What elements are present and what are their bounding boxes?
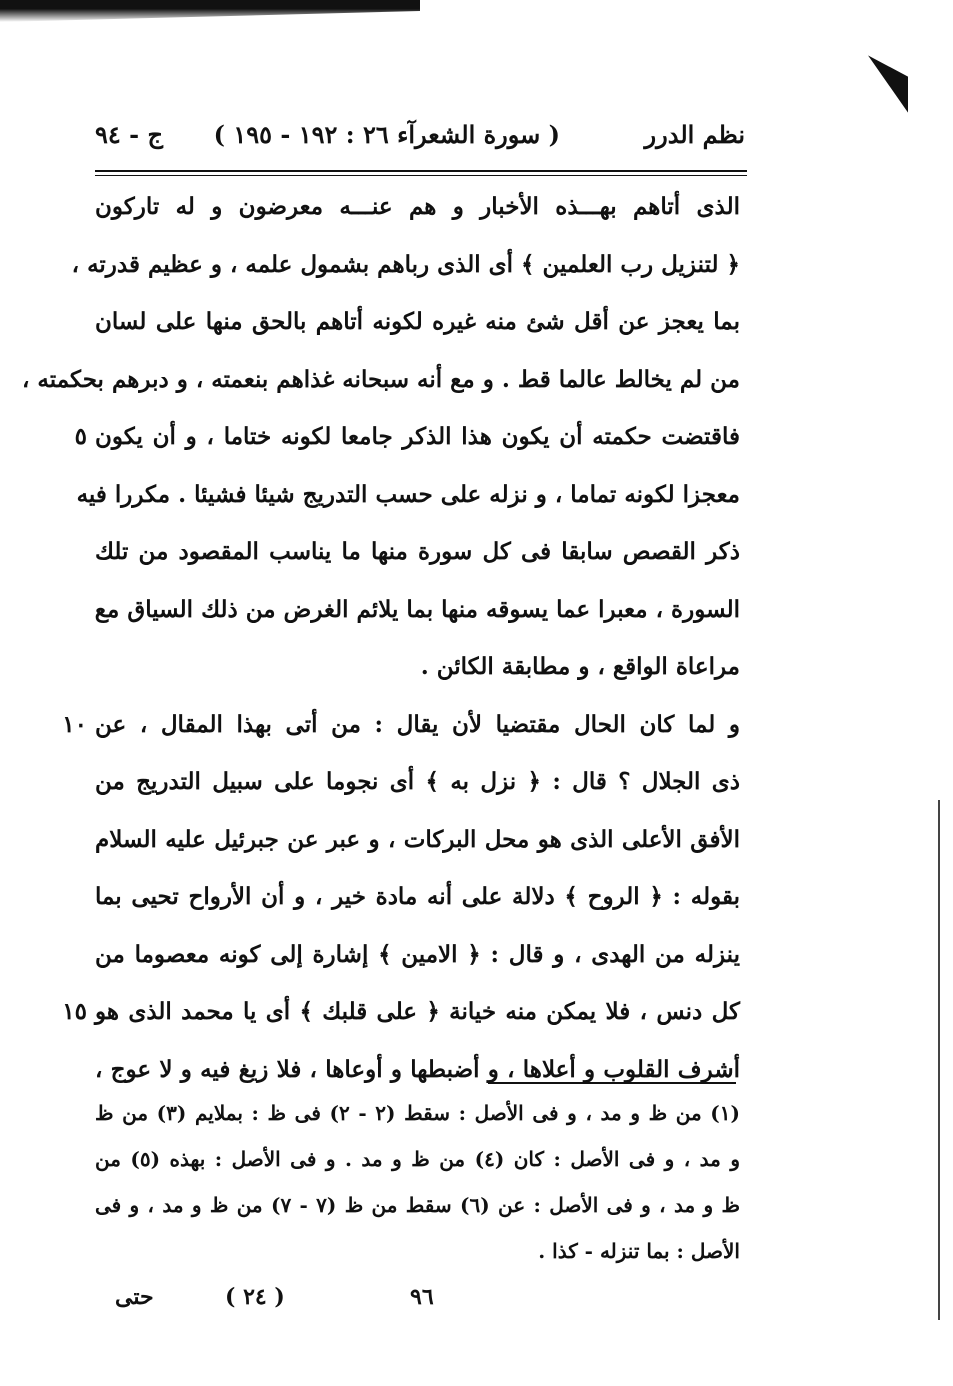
main-text <box>22 178 740 1098</box>
footnote-line: الأصل : بما تنزله - كذا . <box>538 1239 740 1263</box>
line-number: ٥ <box>74 423 87 450</box>
catchword: حتى <box>115 1284 154 1310</box>
text-line <box>22 351 740 409</box>
book-title: نظم الدرر <box>644 120 745 149</box>
footnotes <box>95 1090 740 1274</box>
line-number: ١٥ <box>62 998 87 1025</box>
text-line <box>95 178 740 236</box>
text-line <box>62 696 740 754</box>
line-text: كل دنس ، فلا يمكن منه خيانة ﴿ على قلبك ﴾ أى يا محمد الذى هو <box>95 998 740 1025</box>
text-line <box>95 293 740 351</box>
text-line <box>76 466 740 524</box>
line-number: ١٠ <box>62 710 87 738</box>
footnote-line: ظ و مد ، و فى الأصل : عن (٦) سقط من ظ (٧ - ٧) من ظ و مد ، و فى <box>95 1193 740 1217</box>
text-line <box>62 983 740 1041</box>
line-text: مراعاة الواقع ، و مطابقة الكائن . <box>420 653 740 680</box>
scan-corner-mark <box>868 55 908 112</box>
footnote-separator <box>488 1082 736 1084</box>
line-text: الذى أتاهم بهـــذه الأخبار و هم عنـــه معرضون و له تاركون <box>95 193 740 220</box>
scan-right-edge-line <box>938 800 940 1320</box>
text-line <box>95 926 740 984</box>
surah-reference: ( سورة الشعرآء ٢٦ : ١٩٢ - ١٩٥ ) <box>213 120 560 149</box>
line-text: بما يعجز عن أقل شئ منه غيره لكونه أتاهم بالحق منها على لسان <box>95 308 740 335</box>
text-line <box>95 868 740 926</box>
header-rule-thin <box>95 175 747 176</box>
line-text: ذى الجلال ؟ قال : ﴿ نزل به ﴾ أى نجوما على سبيل التدريج من <box>95 768 740 795</box>
text-line <box>74 408 740 466</box>
line-text: ﴿ لتنزيل رب العلمين ﴾ أى الذى رباهم بشمول علمه ، و عظيم قدرته ، <box>71 250 740 278</box>
footnote-line: و مد ، و فى الأصل : كان (٤) من ظ و مد . و فى الأصل : بهذه (٥) من <box>95 1147 740 1171</box>
text-line <box>95 753 740 811</box>
line-text: و لما كان الحال مقتضيا لأن يقال : من أتى بهذا المقال ، عن <box>95 710 740 738</box>
line-text: معجزا لكونه تماما ، و نزله على حسب التدريج شيئا فشيئا . مكررا فيه <box>76 480 740 508</box>
text-line <box>95 523 740 581</box>
line-text: فاقتضت حكمته أن يكون هذا الذكر جامعا لكونه ختاما ، و أن يكون <box>95 423 740 450</box>
part-reference: ج - ٩٤ <box>95 120 163 149</box>
scan-top-edge-mark <box>0 0 420 22</box>
line-text: السورة ، معبرا عما يسوقه منها بما يلائم الغرض من ذلك السياق مع <box>94 595 740 623</box>
header-rule <box>95 170 747 172</box>
text-line <box>95 581 740 639</box>
sheet-number: ( ٢٤ ) <box>225 1284 285 1310</box>
line-text: الأفق الأعلى الذى هو محل البركات ، و عبر عن جبرئيل عليه السلام <box>95 825 740 853</box>
footnote-line: (١) من ظ و مد ، و فى الأصل : سقط (٢ - ٢) فى ظ : بملايم (٣) من ظ <box>95 1101 740 1125</box>
line-text: ينزله من الهدى ، و قال : ﴿ الامين ﴾ إشارة إلى كونه معصوما من <box>95 940 740 968</box>
running-header <box>95 118 745 158</box>
text-line <box>95 811 740 869</box>
page-number: ٩٦ <box>410 1284 434 1310</box>
line-text: أشرف القلوب و أعلاها ، و أضبطها و أوعاها ، فلا زيغ فيه و لا عوج ، <box>95 1055 740 1083</box>
text-line <box>95 638 740 696</box>
line-text: ذكر القصص سابقا فى كل سورة منها ما يناسب المقصود من تلك <box>95 538 740 565</box>
line-text: من لم يخالط عالما قط . و مع أنه سبحانه غذاهم بنعمته ، و دبرهم بحكمته ، <box>22 365 740 393</box>
line-text: بقوله : ﴿ الروح ﴾ دلالة على أنه مادة خير ، و أن الأرواح تحيى بما <box>95 883 740 910</box>
text-line <box>71 236 740 294</box>
